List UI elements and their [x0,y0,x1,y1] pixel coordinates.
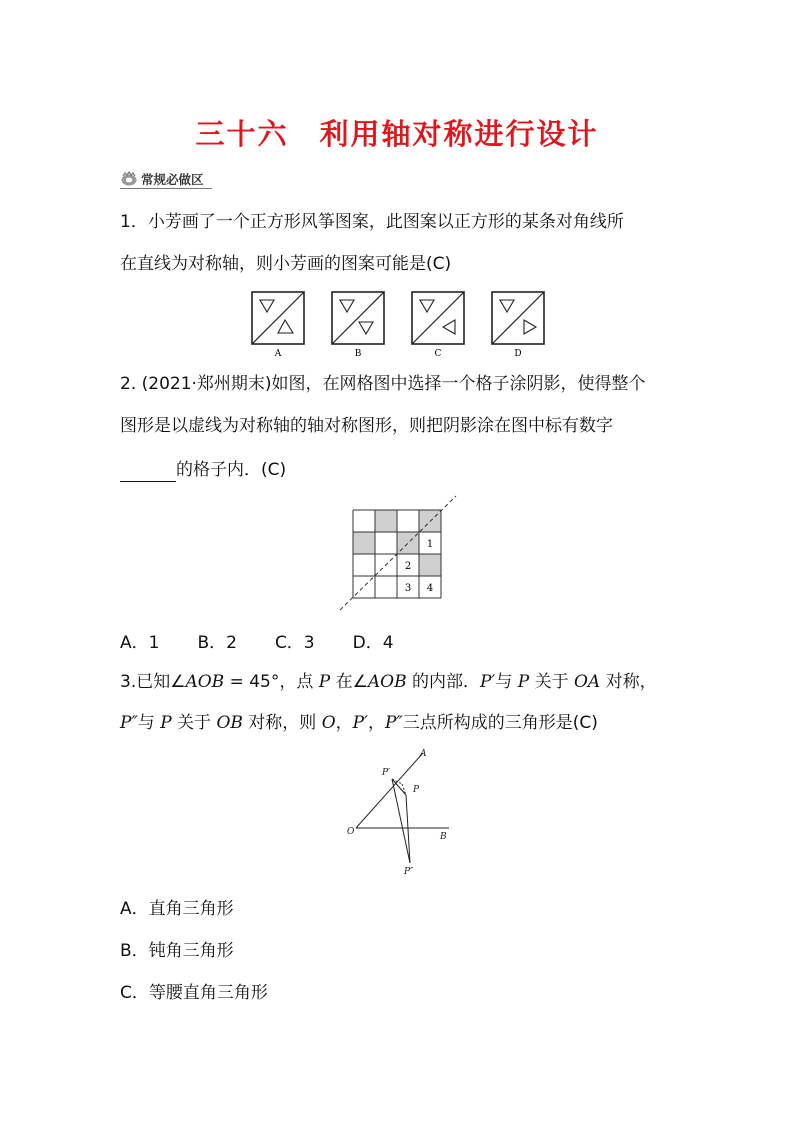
section-tag [120,170,212,189]
label-a: A [420,749,427,759]
gear-icon [120,171,138,187]
q3-line1: 3.已知∠AOB = 45°，点 P 在∠AOB 的内部．P′与 P 关于 OA 对称， [120,672,657,692]
q3-choice-c: C．等腰直角三角形 [120,983,268,1003]
label-b: B [440,832,447,842]
label-p-double-prime: P″ [404,867,414,877]
q1-option-b [332,292,384,359]
page-title: 三十六 利用轴对称进行设计 [195,117,599,151]
q1-option-c [412,292,464,359]
q2-line3-text: 的格子内．(C) [176,460,287,480]
q1-option-c-label: C [434,349,442,359]
grid-cell-3: 3 [404,583,412,594]
label-p-prime: P′ [382,768,391,778]
q2-line1: 2. (2021·郑州期末)如图，在网格图中选择一个格子涂阴影，使得整个 [120,374,646,394]
q3-angle-figure [340,745,460,877]
q2-grid-figure [336,492,462,614]
q2-choice-d: D．4 [352,633,394,653]
q2-choices [120,628,394,653]
grid-cell-4: 4 [426,583,434,594]
q2-choice-a: A．1 [120,633,160,653]
q1-option-d-label: D [514,349,522,359]
q3-choice-a: A．直角三角形 [120,899,234,919]
grid-cell-2: 2 [404,561,412,572]
q1-option-d [492,292,544,359]
q1-option-a [252,292,304,359]
q2-line3 [120,458,286,482]
label-o: O [347,827,355,837]
label-p: P [413,785,420,795]
section-label: 常规必做区 [141,172,204,187]
q3-line2: P″与 P 关于 OB 对称，则 O，P′，P″三点所构成的三角形是(C) [120,713,598,733]
q1-option-a-label: A [274,349,282,359]
q2-choice-c: C．3 [274,633,315,653]
q1-line2: 在直线为对称轴，则小芳画的图案可能是(C) [120,254,452,274]
q2-choice-b: B．2 [197,633,237,653]
answer-blank [120,463,176,482]
q1-line1: 1．小芳画了一个正方形风筝图案，此图案以正方形的某条对角线所 [120,212,624,232]
q1-options-figure [248,290,548,360]
q3-choice-b: B．钝角三角形 [120,941,234,961]
grid-cell-1: 1 [426,539,434,550]
q2-line2: 图形是以虚线为对称轴的轴对称图形，则把阴影涂在图中标有数字 [120,416,613,436]
q1-option-b-label: B [354,349,362,359]
